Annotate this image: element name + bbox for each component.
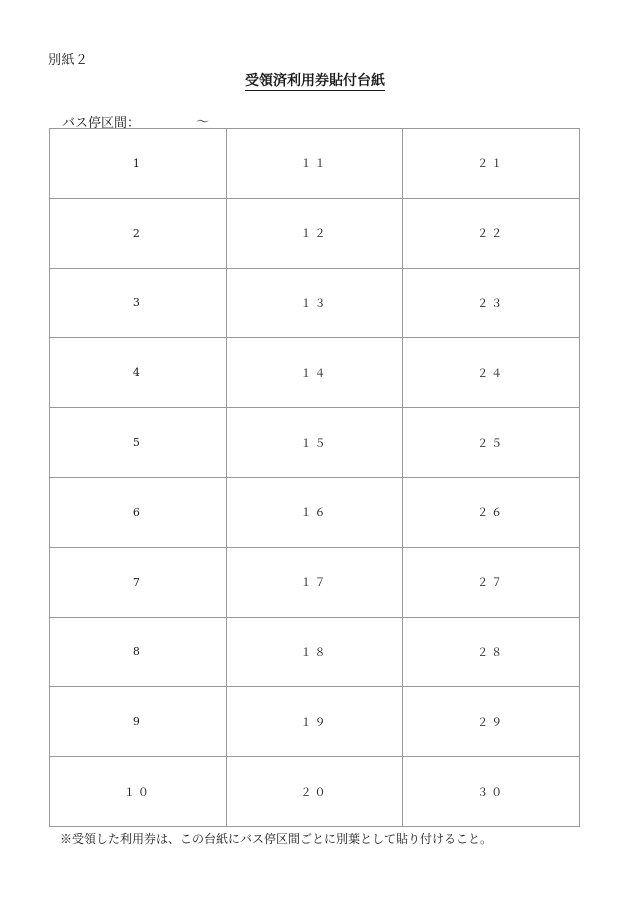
ticket-slot: １３ (226, 268, 403, 338)
ticket-slot: 5 (50, 408, 227, 478)
table-row (50, 687, 580, 757)
ticket-slot: 6 (50, 477, 227, 547)
table-row (50, 129, 580, 199)
ticket-slot: ２９ (403, 687, 580, 757)
bus-section-label: バス停区間： (62, 116, 141, 131)
ticket-slot: ２０ (226, 757, 403, 827)
ticket-slot: 8 (50, 617, 227, 687)
ticket-slot: １７ (226, 547, 403, 617)
ticket-slot: 9 (50, 687, 227, 757)
ticket-slot: ２２ (403, 198, 580, 268)
ticket-slot: 7 (50, 547, 227, 617)
ticket-slot: ２５ (403, 408, 580, 478)
ticket-slot: ２８ (403, 617, 580, 687)
ticket-slot: 2 (50, 198, 227, 268)
attachment-label: 別紙２ (48, 53, 89, 68)
ticket-slot: ３０ (403, 757, 580, 827)
table-row (50, 198, 580, 268)
table-row (50, 268, 580, 338)
table-row (50, 477, 580, 547)
ticket-slot: １８ (226, 617, 403, 687)
ticket-slot: ２１ (403, 129, 580, 199)
ticket-slot: 3 (50, 268, 227, 338)
table-row (50, 617, 580, 687)
bus-section-separator: ～ (196, 115, 210, 130)
table-row (50, 408, 580, 478)
bus-section-field[interactable] (62, 112, 260, 129)
ticket-slot: ２３ (403, 268, 580, 338)
ticket-slot: １１ (226, 129, 403, 199)
ticket-slot: ２４ (403, 338, 580, 408)
ticket-slot: １６ (226, 477, 403, 547)
ticket-slot: １２ (226, 198, 403, 268)
ticket-slot: ２６ (403, 477, 580, 547)
ticket-slot: １０ (50, 757, 227, 827)
ticket-slot: ２７ (403, 547, 580, 617)
ticket-slot: １４ (226, 338, 403, 408)
table-row (50, 547, 580, 617)
page-title (0, 70, 630, 90)
ticket-slot: 4 (50, 338, 227, 408)
ticket-grid (49, 128, 580, 827)
table-row (50, 757, 580, 827)
table-row (50, 338, 580, 408)
ticket-slot: 1 (50, 129, 227, 199)
ticket-slot: １５ (226, 408, 403, 478)
page-title-text: 受領済利用券貼付台紙 (245, 73, 385, 89)
footnote: ※受領した利用券は、この台紙にバス停区間ごとに別葉として貼り付けること。 (60, 832, 493, 846)
ticket-slot: １９ (226, 687, 403, 757)
